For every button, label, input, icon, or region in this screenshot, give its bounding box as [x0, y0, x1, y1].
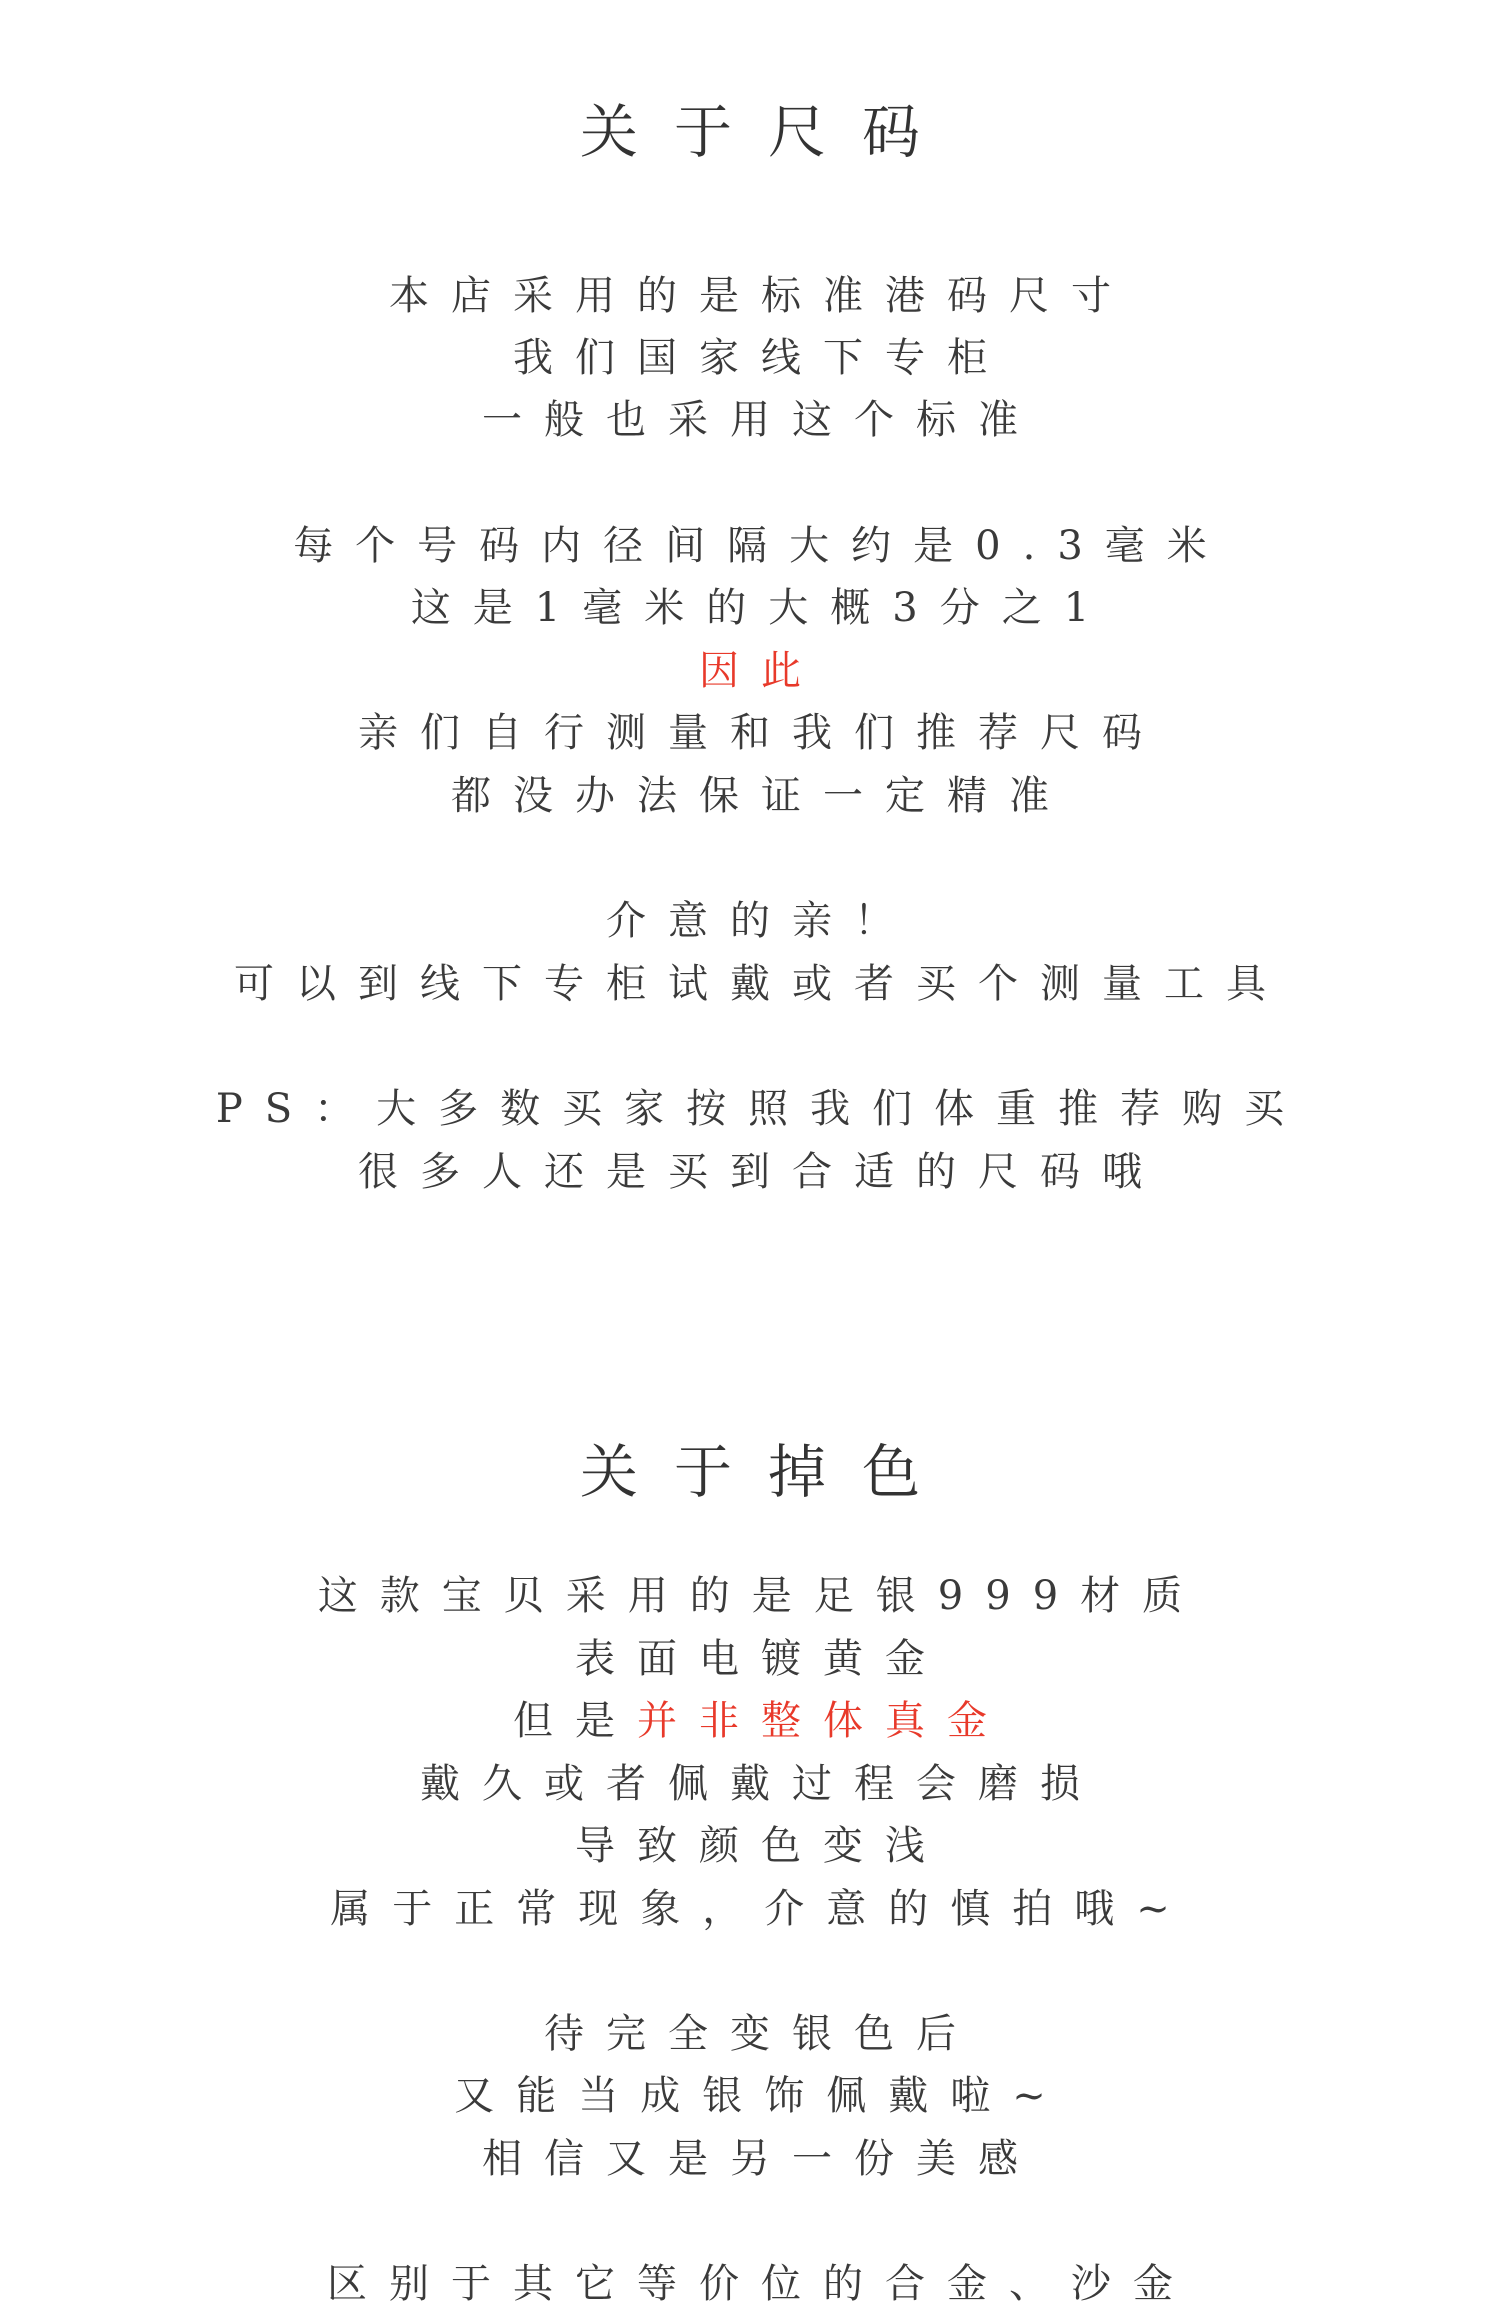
size-section-title: 关于尺码	[579, 98, 956, 166]
size-line: 都没办法保证一定精准	[451, 773, 1071, 819]
color-line-mixed	[0, 1693, 1500, 1749]
size-line: 我们国家线下专柜	[513, 335, 1009, 381]
size-line: 每个号码内径间隔大约是0.3毫米	[293, 523, 1229, 569]
size-line: 本店采用的是标准港码尺寸	[389, 273, 1133, 319]
size-line: PS：大多数买家按照我们体重推荐购买	[215, 1086, 1307, 1132]
color-line: 戴久或者佩戴过程会磨损	[420, 1761, 1102, 1807]
size-line: 很多人还是买到合适的尺码哦	[358, 1149, 1164, 1195]
color-line: 又能当成银饰佩戴啦~	[454, 2073, 1068, 2119]
size-line: 这是1毫米的大概3分之1	[410, 585, 1112, 631]
size-line: 亲们自行测量和我们推荐尺码	[358, 710, 1164, 756]
size-line: 可以到线下专柜试戴或者买个测量工具	[234, 961, 1288, 1007]
color-line: 导致颜色变浅	[575, 1823, 947, 1869]
color-line-highlight: 并非整体真金	[637, 1698, 1009, 1744]
color-line: 相信又是另一份美感	[482, 2136, 1040, 2182]
color-line: 区别于其它等价位的合金、沙金	[327, 2261, 1195, 2307]
color-section-title: 关于掉色	[579, 1438, 956, 1506]
size-line: 一般也采用这个标准	[482, 397, 1040, 443]
size-line-highlight: 因此	[699, 648, 823, 694]
color-line: 表面电镀黄金	[575, 1636, 947, 1682]
size-line: 介意的亲！	[606, 898, 916, 944]
color-line-part: 但是	[513, 1698, 637, 1744]
color-line: 属于正常现象，介意的慎拍哦~	[330, 1886, 1192, 1932]
color-line: 这款宝贝采用的是足银999材质	[317, 1573, 1205, 1619]
color-line: 待完全变银色后	[544, 2011, 978, 2057]
